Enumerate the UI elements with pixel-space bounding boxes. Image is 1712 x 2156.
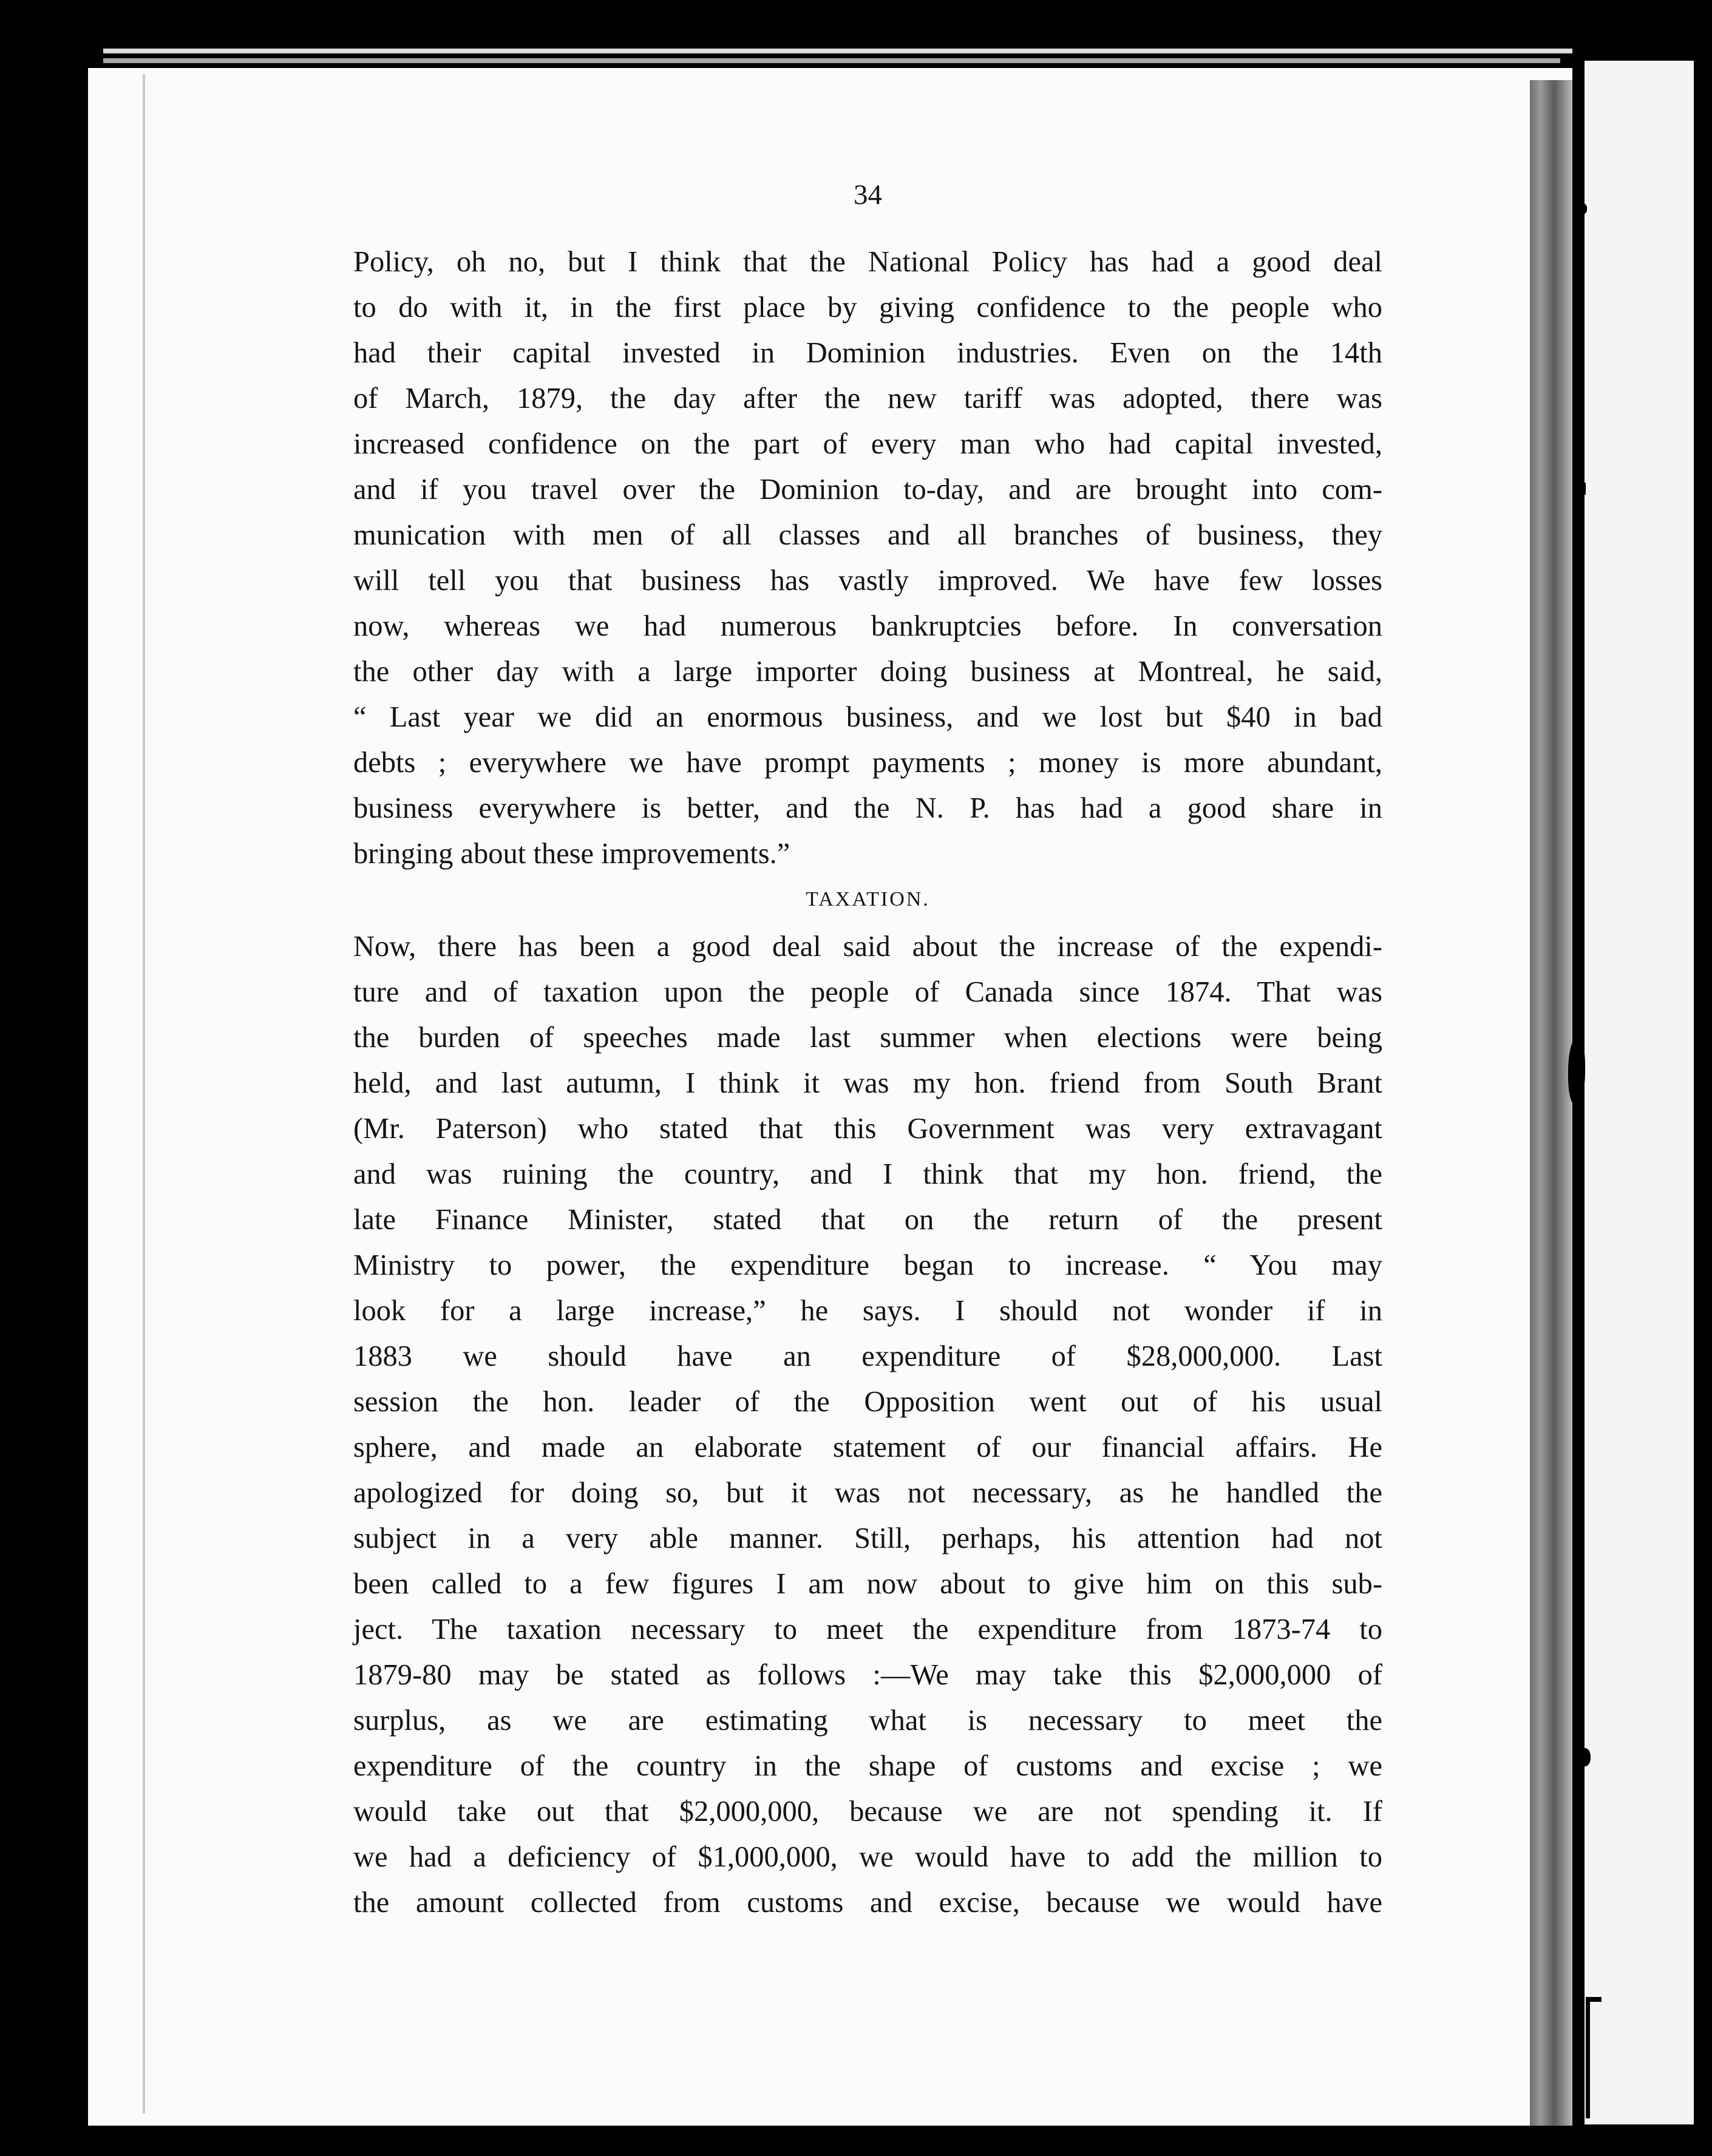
- text-line: business everywhere is better, and the N. P. has had a good share in: [353, 792, 1382, 824]
- text-line: munication with men of all classes and all branches of business, they: [353, 519, 1382, 551]
- text-line: bringing about these improvements.”: [353, 838, 790, 870]
- text-line: surplus, as we are estimating what is necessary to meet the: [353, 1704, 1382, 1737]
- text-line: Ministry to power, the expenditure began to increase. “ You may: [353, 1249, 1382, 1281]
- scan-speck: [1577, 483, 1586, 495]
- text-line: of March, 1879, the day after the new tariff was adopted, there was: [353, 382, 1382, 415]
- text-line: “ Last year we did an enormous business, and we lost but $40 in bad: [353, 701, 1382, 733]
- section-heading: TAXATION.: [806, 888, 930, 910]
- text-line: debts ; everywhere we have prompt payments ; money is more abundant,: [353, 747, 1382, 779]
- scan-speck: [1578, 1748, 1591, 1766]
- text-line: session the hon. leader of the Opposition went out of his usual: [353, 1386, 1382, 1418]
- scan-speck: [1568, 1038, 1585, 1105]
- text-line: (Mr. Paterson) who stated that this Government was very extravagant: [353, 1113, 1382, 1145]
- page-gutter-shadow: [1530, 80, 1572, 2126]
- text-line: ject. The taxation necessary to meet the expenditure from 1873-74 to: [353, 1613, 1382, 1646]
- page-number: 34: [854, 179, 882, 211]
- text-line: the burden of speeches made last summer when elections were being: [353, 1022, 1382, 1054]
- text-line: and was ruining the country, and I think that my hon. friend, the: [353, 1158, 1382, 1190]
- text-line: the amount collected from customs and excise, because we would have: [353, 1886, 1382, 1919]
- text-line: we had a deficiency of $1,000,000, we would have to add the million to: [353, 1841, 1382, 1873]
- text-line: 1879-80 may be stated as follows :—We may take this $2,000,000 of: [353, 1659, 1382, 1691]
- text-line: the other day with a large importer doing business at Montreal, he said,: [353, 656, 1382, 688]
- top-edge-rule: [103, 49, 1572, 53]
- text-line: expenditure of the country in the shape of customs and excise ; we: [353, 1750, 1382, 1782]
- text-line: late Finance Minister, stated that on the return of the present: [353, 1204, 1382, 1236]
- text-line: and if you travel over the Dominion to-day, and are brought into com-: [353, 473, 1382, 506]
- scan-speck: [1586, 1997, 1590, 2118]
- text-line: ture and of taxation upon the people of Canada since 1874. That was: [353, 976, 1382, 1008]
- scan-speck: [1577, 203, 1587, 214]
- text-line: apologized for doing so, but it was not necessary, as he handled the: [353, 1477, 1382, 1509]
- text-line: sphere, and made an elaborate statement of our financial affairs. He: [353, 1431, 1382, 1463]
- text-line: Policy, oh no, but I think that the National Policy has had a good deal: [353, 246, 1382, 278]
- text-line: been called to a few figures I am now about to give him on this sub-: [353, 1568, 1382, 1600]
- text-line: will tell you that business has vastly improved. We have few losses: [353, 564, 1382, 597]
- text-line: look for a large increase,” he says. I should not wonder if in: [353, 1295, 1382, 1327]
- text-line: had their capital invested in Dominion industries. Even on the 14th: [353, 337, 1382, 369]
- text-line: would take out that $2,000,000, because we are not spending it. If: [353, 1795, 1382, 1828]
- top-edge-rule: [103, 58, 1560, 63]
- text-line: Now, there has been a good deal said about the increase of the expendi-: [353, 931, 1382, 963]
- adjacent-page-edge: [1585, 61, 1694, 2124]
- text-line: held, and last autumn, I think it was my hon. friend from South Brant: [353, 1067, 1382, 1099]
- page-fold-line: [143, 74, 145, 2114]
- text-line: subject in a very able manner. Still, perhaps, his attention had not: [353, 1522, 1382, 1554]
- text-line: now, whereas we had numerous bankruptcies before. In conversation: [353, 610, 1382, 642]
- text-line: 1883 we should have an expenditure of $28,000,000. Last: [353, 1340, 1382, 1372]
- text-line: to do with it, in the first place by giving confidence to the people who: [353, 291, 1382, 324]
- text-line: increased confidence on the part of every man who had capital invested,: [353, 428, 1382, 460]
